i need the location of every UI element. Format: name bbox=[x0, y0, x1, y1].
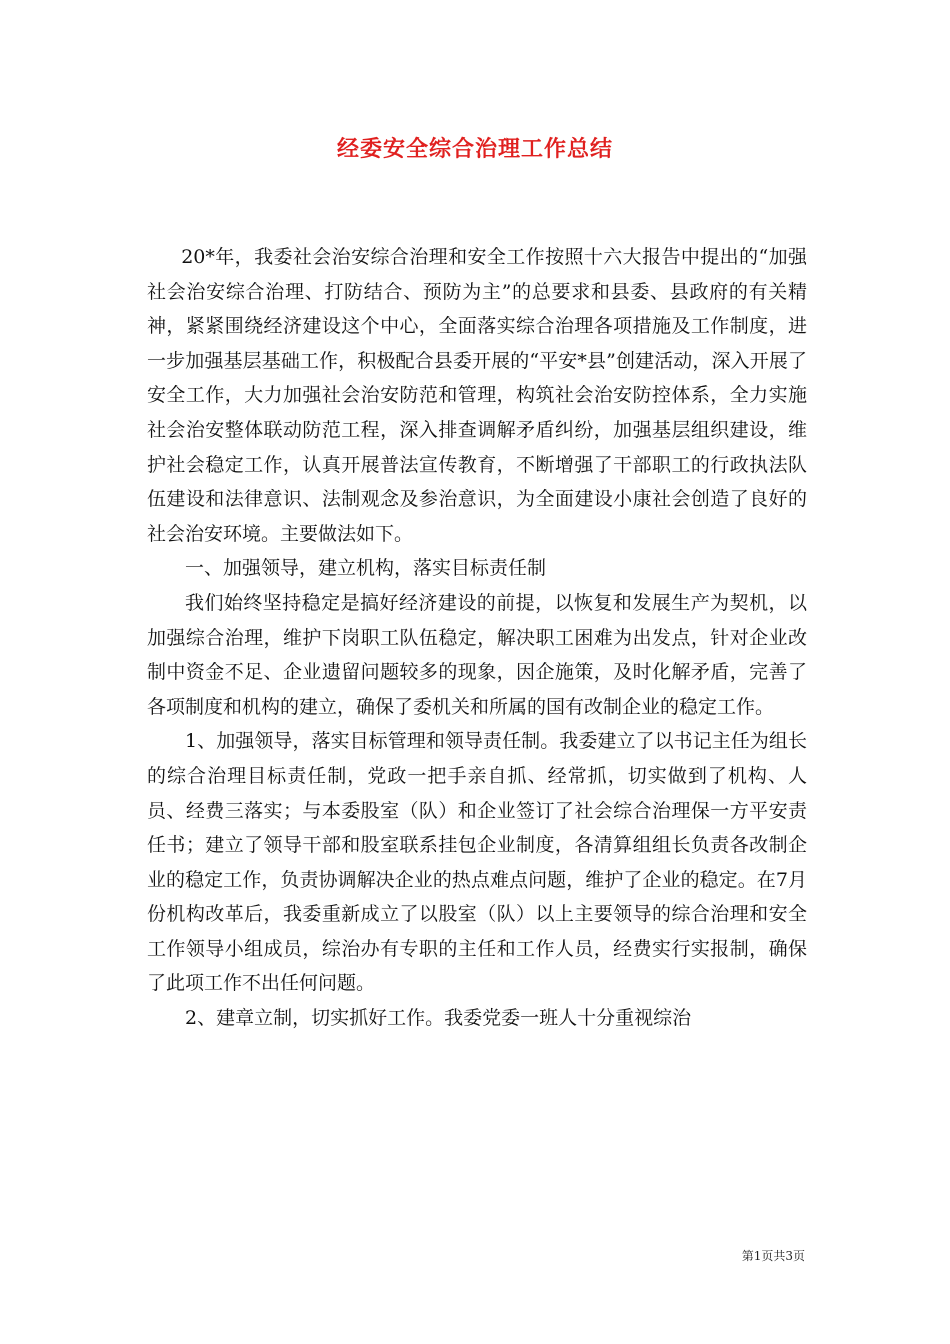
document-title: 经委安全综合治理工作总结 bbox=[336, 136, 613, 162]
paragraph-item-2: 2、建章立制，切实抓好工作。我委党委一班人十分重视综治 bbox=[185, 1007, 692, 1030]
paragraph-item-1: 1、加强领导，落实目标管理和领导责任制。我委建立了以书记主任为组长的综合治理目标责任制，党政一把手亲自抓、经常抓，切实做到了机构、人员、经费三落实；与本委股室（队）和企业签订了社会综合治理保一方平安责任书；建立了领导干部和股室联系挂包企业制度，各清算组组长负责各改制企业的稳定工作，负责协调解决企业的热点难点问题，维护了企业的稳定。在7月份机构改革后，我委重新成立了以股室（队）以上主要领导的综合治理和安全工作领导小组成员，综治办有专职的主任和工作人员，经费实行实报制，确保了此项工作不出任何问题。 bbox=[147, 730, 807, 995]
section-heading-1: 一、加强领导，建立机构，落实目标责任制 bbox=[185, 557, 547, 580]
page-number: 第1页共3页 bbox=[741, 1249, 805, 1263]
document-body bbox=[147, 240, 807, 1036]
paragraph-section-1: 我们始终坚持稳定是搞好经济建设的前提，以恢复和发展生产为契机，以加强综合治理，维护下岗职工队伍稳定，解决职工困难为出发点，针对企业改制中资金不足、企业遗留问题较多的现象，因企施策，及时化解矛盾，完善了各项制度和机构的建立，确保了委机关和所属的国有改制企业的稳定工作。 bbox=[147, 591, 807, 718]
paragraph-intro: 20*年，我委社会治安综合治理和安全工作按照十六大报告中提出的“加强社会治安综合治理、打防结合、预防为主”的总要求和县委、县政府的有关精神，紧紧围绕经济建设这个中心，全面落实综合治理各项措施及工作制度，进一步加强基层基础工作，积极配合县委开展的“平安*县”创建活动，深入开展了安全工作，大力加强社会治安防范和管理，构筑社会治安防控体系，全力实施社会治安整体联动防范工程，深入排查调解矛盾纠纷，加强基层组织建设，维护社会稳定工作，认真开展普法宣传教育，不断增强了干部职工的行政执法队伍建设和法律意识、法制观念及参治意识，为全面建设小康社会创造了良好的社会治安环境。主要做法如下。 bbox=[147, 246, 807, 545]
